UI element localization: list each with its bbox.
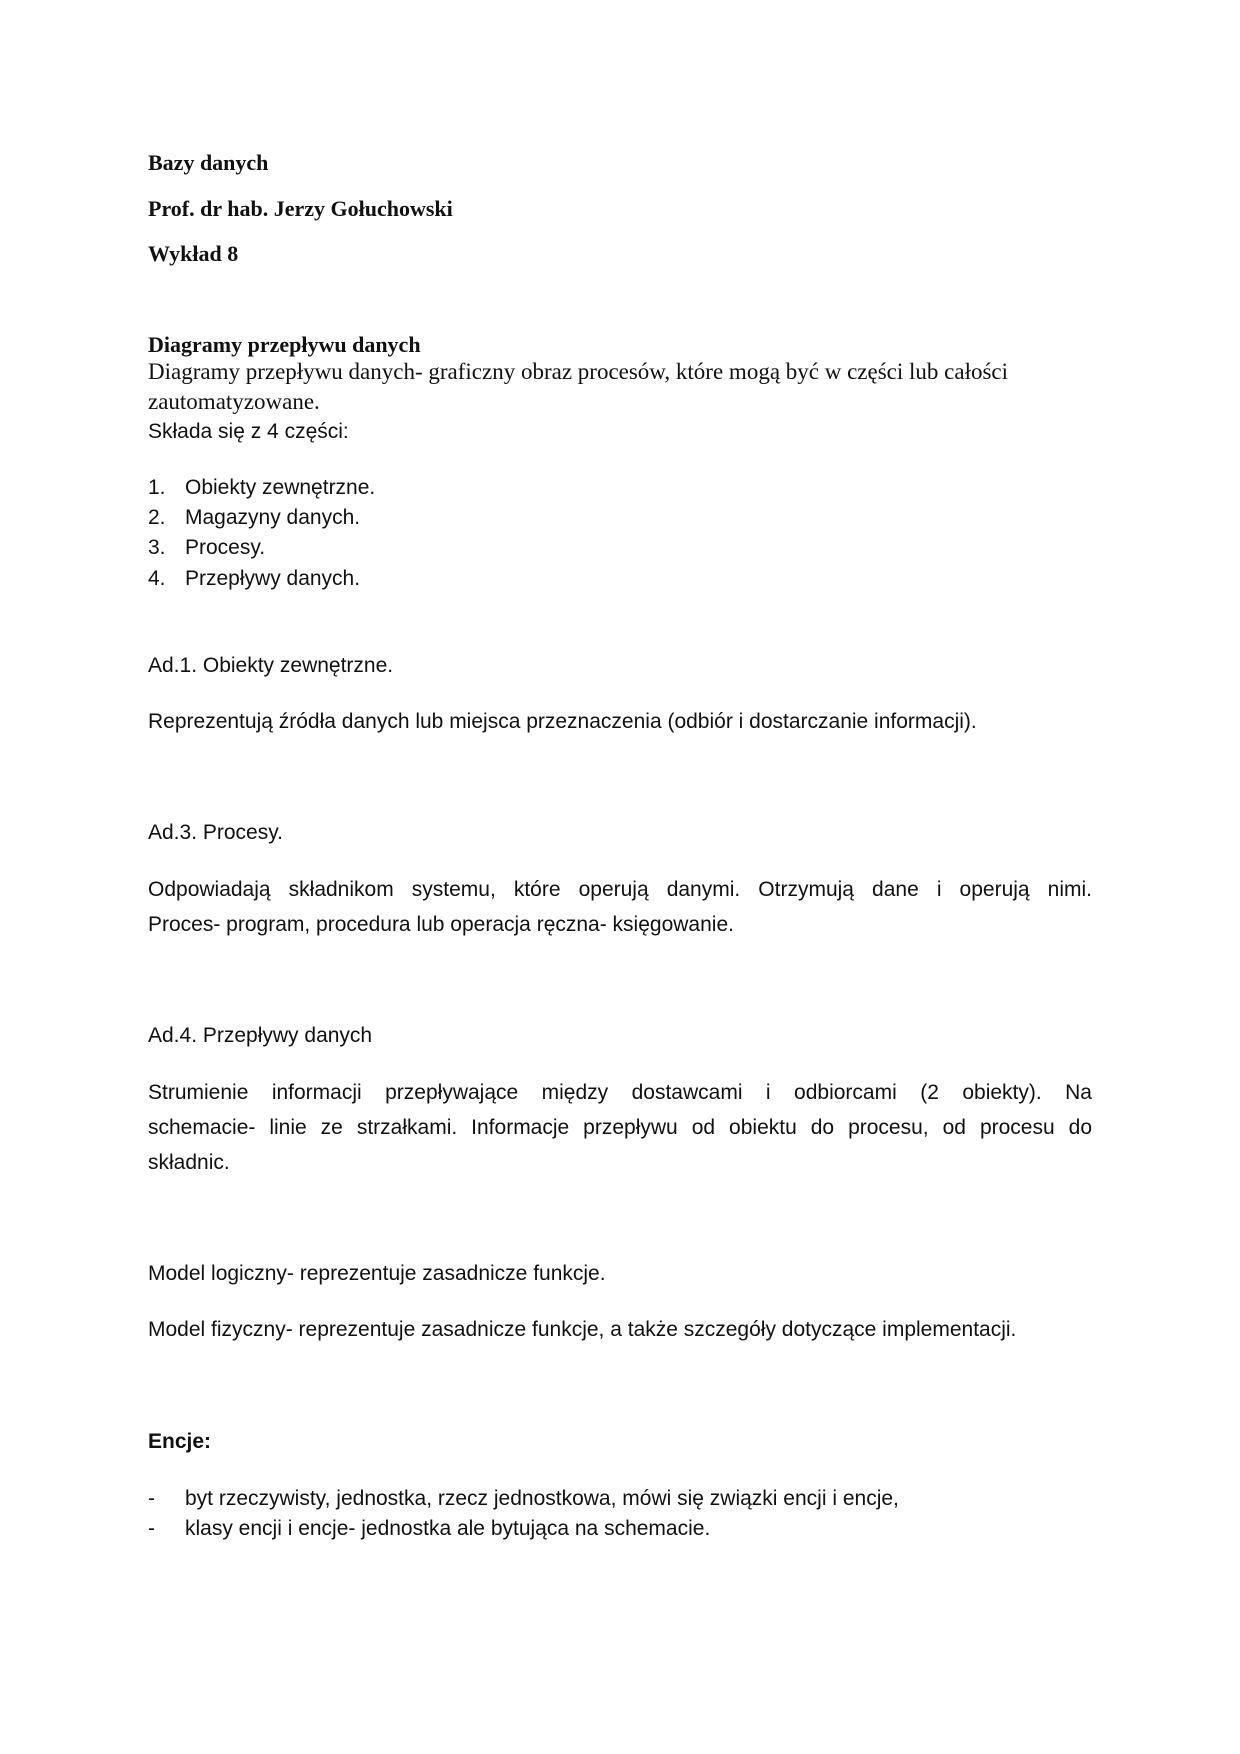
list-item-label: Przepływy danych.: [185, 567, 361, 590]
section-heading-dfd: Diagramy przepływu danych: [148, 332, 421, 357]
entity-item-text: byt rzeczywisty, jednostka, rzecz jednostkowa, mówi się związki encji i encje,: [185, 1487, 899, 1510]
ad3-paragraph: [148, 872, 1092, 942]
ad3-line1: Odpowiadają składnikom systemu, które operują danymi. Otrzymują dane i operują nimi.: [148, 878, 1092, 901]
entity-item-text: klasy encji i encje- jednostka ale bytująca na schemacie.: [185, 1517, 711, 1540]
professor-name: Prof. dr hab. Jerzy Gołuchowski: [148, 196, 453, 221]
bullet-dash: -: [148, 1487, 155, 1510]
list-item-label: Procesy.: [185, 536, 266, 559]
ad4-paragraph: [148, 1075, 1092, 1180]
list-item-label: Magazyny danych.: [185, 506, 361, 529]
lecture-number: Wykład 8: [148, 241, 239, 266]
model-logical: Model logiczny- reprezentuje zasadnicze funkcje.: [148, 1262, 606, 1285]
ad4-line2: schemacie- linie ze strzałkami. Informacje przepływu od obiektu do procesu, od procesu do: [148, 1116, 1092, 1139]
ad1-heading: Ad.1. Obiekty zewnętrzne.: [148, 654, 394, 677]
ad3-line2: Proces- program, procedura lub operacja ręczna- księgowanie.: [148, 913, 734, 936]
parts-intro: Składa się z 4 części:: [148, 420, 349, 443]
dfd-definition-line2: zautomatyzowane.: [148, 389, 320, 414]
list-number: 1.: [148, 476, 166, 499]
ad4-line3: składnic.: [148, 1151, 230, 1174]
ad1-text: Reprezentują źródła danych lub miejsca przeznaczenia (odbiór i dostarczanie informacji).: [148, 710, 977, 733]
course-title: Bazy danych: [148, 150, 269, 175]
list-number: 4.: [148, 567, 166, 590]
bullet-dash: -: [148, 1517, 155, 1540]
entities-heading: Encje:: [148, 1430, 212, 1453]
ad4-line1: Strumienie informacji przepływające między dostawcami i odbiorcami (2 obiekty). Na: [148, 1081, 1092, 1104]
ad4-heading: Ad.4. Przepływy danych: [148, 1024, 373, 1047]
list-item-label: Obiekty zewnętrzne.: [185, 476, 376, 499]
dfd-definition-line1: Diagramy przepływu danych- graficzny obraz procesów, które mogą być w części lub całości: [148, 359, 1009, 384]
model-physical: Model fizyczny- reprezentuje zasadnicze funkcje, a także szczegóły dotyczące implementacji.: [148, 1318, 1017, 1341]
ad3-heading: Ad.3. Procesy.: [148, 821, 284, 844]
list-number: 2.: [148, 506, 166, 529]
list-number: 3.: [148, 536, 166, 559]
